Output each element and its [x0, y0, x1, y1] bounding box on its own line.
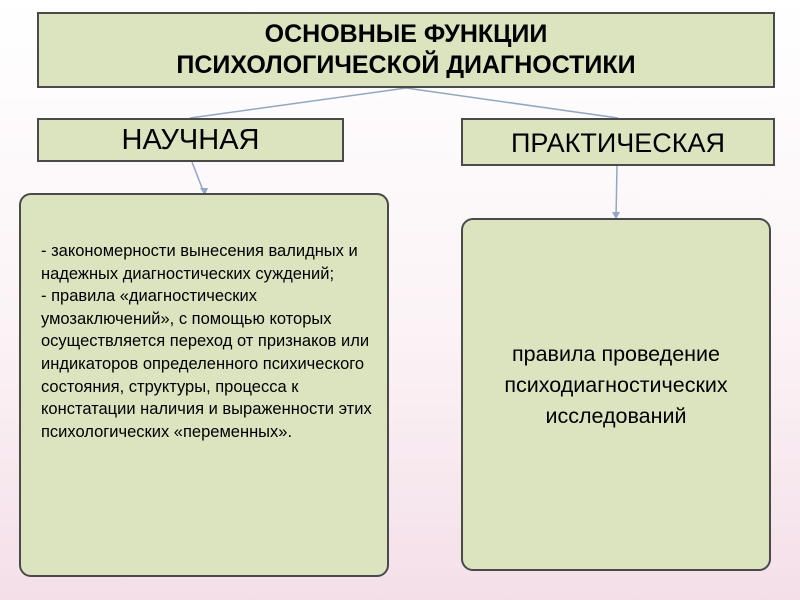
- scientific-function-label: НАУЧНАЯ: [121, 124, 260, 156]
- main-title-box: [37, 12, 775, 88]
- connector-practical-to-panel: [616, 166, 617, 218]
- connector-title-to-practical: [406, 88, 618, 118]
- title-line-1: ОСНОВНЫЕ ФУНКЦИИ: [264, 20, 548, 48]
- practical-description-panel: [461, 218, 771, 571]
- scientific-function-box: [37, 118, 344, 162]
- scientific-paragraph-1: - закономерности вынесения валидных и надежных диагностических суждений;: [41, 242, 358, 283]
- scientific-description-panel: [19, 193, 389, 577]
- scientific-paragraph-2: - правила «диагностических умозаключений», с помощью которых осуществляется переход от признаков или индикаторов определенного психического состояния, структуры, процесса к констатации наличия и выраженности этих психологических «переменных».: [41, 287, 372, 441]
- practical-function-label: ПРАКТИЧЕСКАЯ: [511, 128, 725, 158]
- practical-function-box: [461, 118, 775, 166]
- connector-title-to-scientific: [190, 88, 406, 118]
- title-line-2: ПСИХОЛОГИЧЕСКОЙ ДИАГНОСТИКИ: [176, 51, 636, 79]
- practical-description-text: правила проведение психодиагностических исследований: [504, 342, 728, 428]
